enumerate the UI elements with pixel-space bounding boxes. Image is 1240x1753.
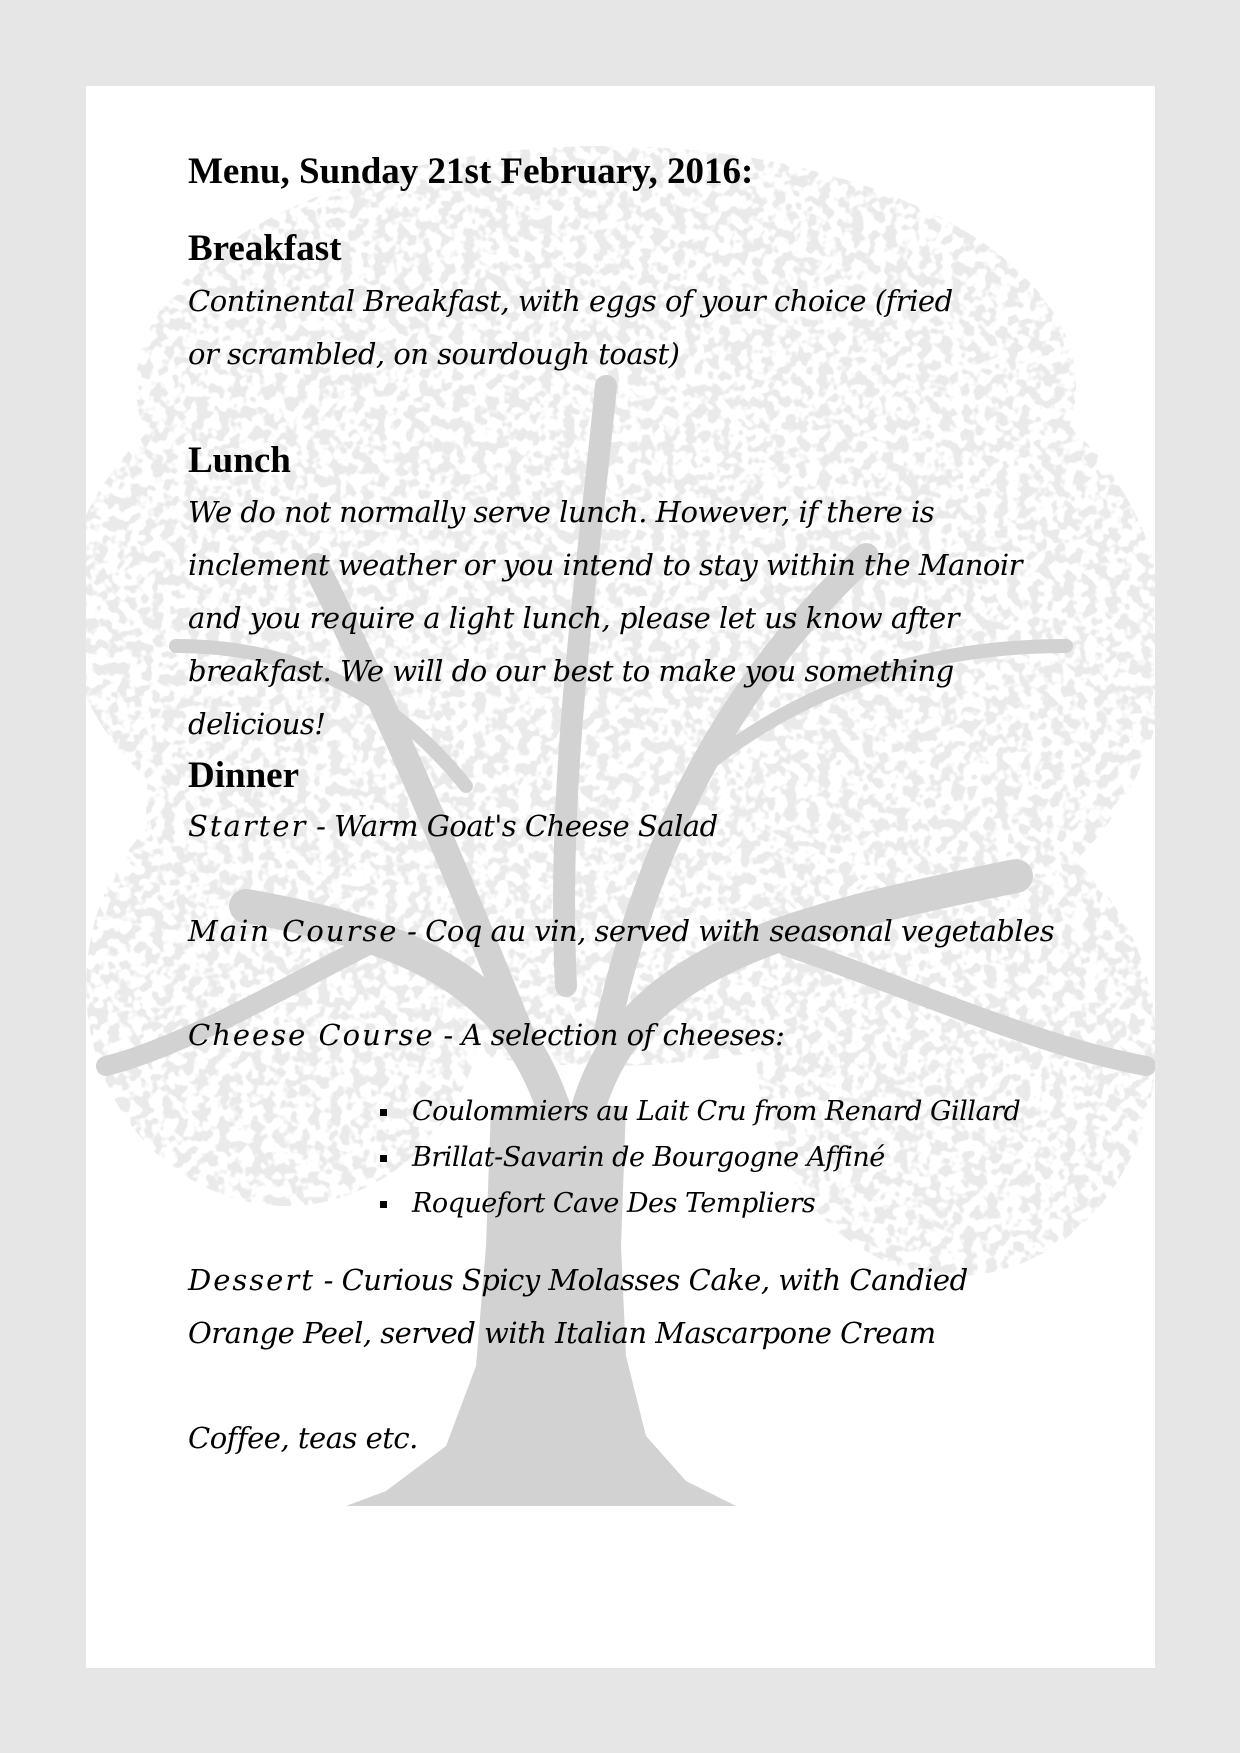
starter-text: - Warm Goat's Cheese Salad — [307, 809, 718, 843]
dessert-text: - Curious Spicy Molasses Cake, with Candied Orange Peel, served with Italian Mascarpone Cream — [188, 1263, 968, 1350]
starter-label: Starter — [188, 809, 308, 843]
menu-title: Menu, Sunday 21st February, 2016: — [188, 151, 754, 192]
dessert-label: Dessert — [188, 1263, 315, 1297]
main-course-line — [188, 905, 1055, 958]
bullet-icon — [380, 1201, 387, 1208]
bullet-icon — [380, 1109, 387, 1116]
main-course-text: - Coq au vin, served with seasonal vegetables — [398, 914, 1055, 948]
list-item — [380, 1135, 1020, 1181]
starter-line — [188, 800, 1048, 853]
menu-page — [86, 86, 1155, 1668]
list-item — [380, 1181, 1020, 1227]
cheese-course-text: - A selection of cheeses: — [434, 1018, 785, 1052]
breakfast-text: Continental Breakfast, with eggs of your choice (fried or scrambled, on sourdough toast) — [188, 284, 953, 371]
cheese-course-line — [188, 1009, 1048, 1062]
lunch-heading: Lunch — [188, 440, 291, 481]
dessert-line — [188, 1254, 1048, 1360]
main-course-label: Main Course — [188, 914, 399, 948]
cheese-course-label: Cheese Course — [188, 1018, 435, 1052]
list-item — [380, 1089, 1020, 1135]
cheese-item-text: Brillat-Savarin de Bourgogne Affiné — [412, 1142, 885, 1173]
cheese-list — [380, 1089, 1020, 1227]
dinner-heading: Dinner — [188, 755, 299, 796]
cheese-item-text: Coulommiers au Lait Cru from Renard Gillard — [412, 1096, 1021, 1127]
lunch-text: We do not normally serve lunch. However, if there is inclement weather or you intend to stay within the Manoir and you require a light lunch, please let us know after breakfast. We will do our best to make you something delicious! — [188, 495, 1023, 741]
cheese-item-text: Roquefort Cave Des Templiers — [412, 1188, 816, 1219]
breakfast-heading: Breakfast — [188, 228, 342, 269]
coffee-line: Coffee, teas etc. — [188, 1421, 418, 1455]
bullet-icon — [380, 1155, 387, 1162]
